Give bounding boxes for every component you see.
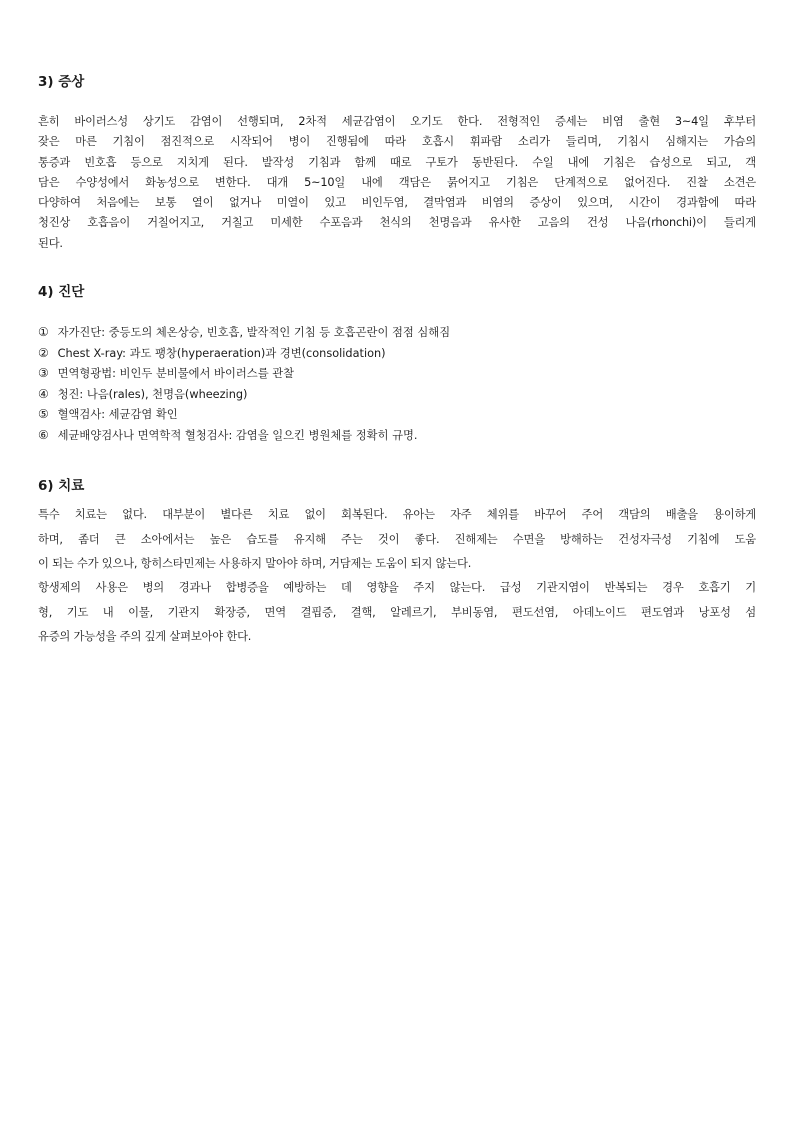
list-number: ① [38,325,49,339]
paragraph-line: 된다. [38,236,63,250]
list-number: ⑤ [38,407,49,422]
list-text: 청진: 나음(rales), 천명음(wheezing) [57,387,248,401]
list-text: Chest X-ray: 과도 팽창(hyperaeration)과 경변(consolidation) [57,346,386,360]
list-item [38,343,450,364]
paragraph-line: 청진상 호흡음이 거칠어지고, 거칠고 미세한 수포음과 천식의 천명음과 유사한 고음의 건성 나음(rhonchi)이 들리게 [38,216,756,230]
list-number: ② [38,345,49,360]
paragraph-line: 항생제의 사용은 병의 경과나 합병증을 예방하는 데 영향을 주지 않는다. 급성 기관지염이 반복되는 경우 호흡기 기 [38,581,756,594]
paragraph-line: 통증과 빈호흡 등으로 지치게 된다. 발작성 기침과 함께 때로 구토가 동반된다. 수일 내에 기침은 습성으로 되고, 객 [38,155,756,169]
section-heading-symptoms: 3) 증상 [38,74,85,90]
diagnosis-list [38,322,450,446]
paragraph-line: 특수 치료는 없다. 대부분이 별다른 치료 없이 회복된다. 유아는 자주 체위를 바꾸어 주어 객담의 배출을 용이하게 [38,508,756,521]
paragraph-line: 잦은 마른 기침이 점진적으로 시작되어 병이 진행됨에 따라 호흡시 휘파람 소리가 들리며, 기침시 심해지는 가슴의 [38,135,756,149]
list-item [38,404,450,425]
treatment-paragraph-2 [38,576,756,650]
paragraph-line: 이 되는 수가 있으나, 항히스타민제는 사용하지 말아야 하며, 거담제는 도움이 되지 않는다. [38,557,472,570]
list-number: ⑥ [38,427,49,442]
list-text: 세균배양검사나 면역학적 혈청검사: 감염을 일으킨 병원체를 정확히 규명. [57,428,418,442]
paragraph-line: 하며, 좀더 큰 소아에서는 높은 습도를 유지해 주는 것이 좋다. 진해제는 수면을 방해하는 건성자극성 기침에 도움 [38,532,756,546]
section-heading-treatment: 6) 치료 [38,478,85,494]
list-text: 혈액검사: 세균감염 확인 [57,408,178,422]
list-item [38,322,450,343]
symptoms-paragraph [38,112,756,254]
paragraph-line: 흔히 바이러스성 상기도 감염이 선행되며, 2차적 세균감염이 오기도 한다. 전형적인 증세는 비염 출현 3~4일 후부터 [38,115,756,128]
paragraph-line: 유증의 가능성을 주의 깊게 살펴보아야 한다. [38,630,252,643]
paragraph-line: 다양하여 처음에는 보통 열이 없거나 미열이 있고 비인두염, 결막염과 비염의 증상이 있으며, 시간이 경과함에 따라 [38,196,756,210]
list-item [38,363,450,384]
list-text: 면역형광법: 비인두 분비물에서 바이러스를 관찰 [57,367,295,381]
list-number: ③ [38,366,49,381]
list-text: 자가진단: 중등도의 체온상승, 빈호흡, 발작적인 기침 등 호흡곤란이 점점 심해짐 [57,326,451,339]
paragraph-line: 담은 수양성에서 화농성으로 변한다. 대개 5~10일 내에 객담은 묽어지고 기침은 단계적으로 없어진다. 진찰 소견은 [38,175,756,189]
list-number: ④ [38,386,49,401]
paragraph-line: 형, 기도 내 이물, 기관지 확장증, 면역 결핍증, 결핵, 알레르기, 부비동염, 편도선염, 아데노이드 편도염과 낭포성 섬 [38,605,756,619]
treatment-paragraph-1 [38,503,756,577]
section-heading-diagnosis: 4) 진단 [38,284,85,300]
list-item [38,384,450,405]
list-item [38,425,450,446]
